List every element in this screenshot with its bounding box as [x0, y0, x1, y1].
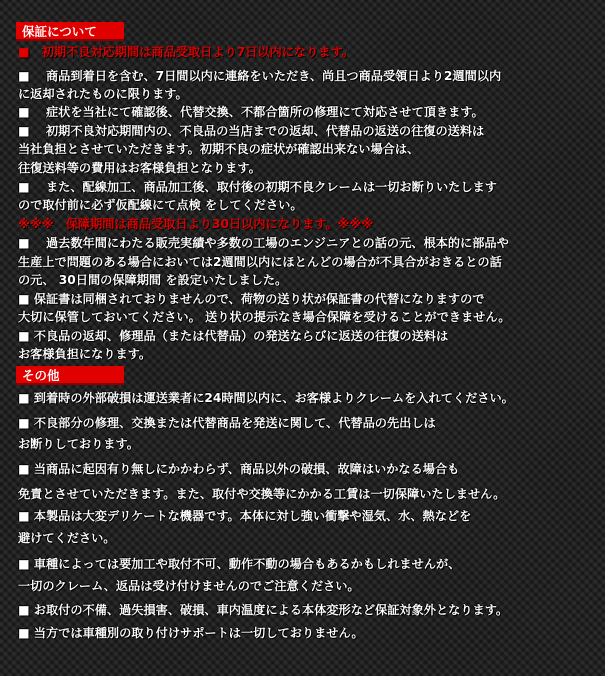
notice-line: 生産上で問題のある場合においては2週間以内にほとんどの場合が不具合がおきるとの話	[18, 255, 502, 269]
notice-line: の元、 30日間の保障期間 を設定いたしました。	[18, 273, 288, 287]
notice-line: ■ 到着時の外部破損は運送業者に24時間以内に、お客様よりクレームを入れてください。	[18, 391, 514, 405]
notice-line: ■ また、配線加工、商品加工後、取付後の初期不良クレームは一切お断りいたします	[18, 180, 497, 194]
notice-line: 当社負担とさせていただきます。初期不良の症状が確認出来ない場合は、	[18, 142, 420, 156]
notice-line: ■ 本製品は大変デリケートな機器です。本体に対し強い衝撃や湿気、水、熱などを	[18, 509, 472, 523]
notice-line: 往復送料等の費用はお客様負担となります。	[18, 161, 261, 175]
highlight-line: ■ 初期不良対応期間は商品受取日より7日以内になります。	[18, 45, 354, 59]
notice-line: ■ 不良部分の修理、交換または代替商品を発送に関して、代替品の先出しは	[18, 416, 436, 430]
notice-line: ■ 不良品の返却、修理品（または代替品）の発送ならびに返送の往復の送料は	[18, 329, 449, 343]
notice-line: ■ 初期不良対応期間内の、不良品の当店までの返却、代替品の返送の往復の送料は	[18, 124, 485, 138]
notice-line: ので取付前に必ず仮配線にて点検 をしてください。	[18, 198, 303, 212]
notice-line: 一切のクレーム、返品は受け付けませんのでご注意ください。	[18, 579, 360, 593]
notice-line: お客様負担になります。	[18, 347, 152, 361]
notice-line: ■ 当商品に起因有り無しにかかわらず、商品以外の破損、故障はいかなる場合も	[18, 462, 460, 476]
notice-line: ■ 症状を当社にて確認後、代替交換、不都合箇所の修理にて対応させて頂きます。	[18, 105, 484, 119]
notice-line: ■ 当方では車種別の取り付けサポートは一切しておりません。	[18, 626, 364, 640]
notice-line: ■ 保証書は同梱されておりませんので、荷物の送り状が保証書の代替になりますので	[18, 292, 485, 306]
notice-line: に返却されたものに限ります。	[18, 87, 188, 101]
notice-line: お断りしております。	[18, 437, 139, 451]
notice-line: ■ お取付の不備、過失損害、破損、車内温度による本体変形など保証対象外となります。	[18, 603, 509, 617]
notice-line: ■ 商品到着日を含む、7日間以内に連絡をいただき、尚且つ商品受領日より2週間以内	[18, 69, 502, 83]
highlight-line: ※※※ 保障期間は商品受取日より30日以内になります。※※※	[18, 217, 374, 231]
notice-line: ■ 過去数年間にわたる販売実績や多数の工場のエンジニアとの話の元、根本的に部品や	[18, 236, 509, 250]
section-other-header: その他	[16, 366, 124, 385]
notice-line: ■ 車種によっては要加工や取付不可、動作不動の場合もあるかもしれませんが、	[18, 557, 461, 571]
notice-line: 免責とさせていただきます。また、取付や交換等にかかる工賃は一切保障いたしません。	[18, 487, 506, 501]
section-warranty-header: 保証について	[16, 22, 124, 41]
notice-line: 避けてください。	[18, 531, 116, 545]
notice-line: 大切に保管しておいてください。 送り状の提示なき場合保障を受けることができません。	[18, 310, 511, 324]
